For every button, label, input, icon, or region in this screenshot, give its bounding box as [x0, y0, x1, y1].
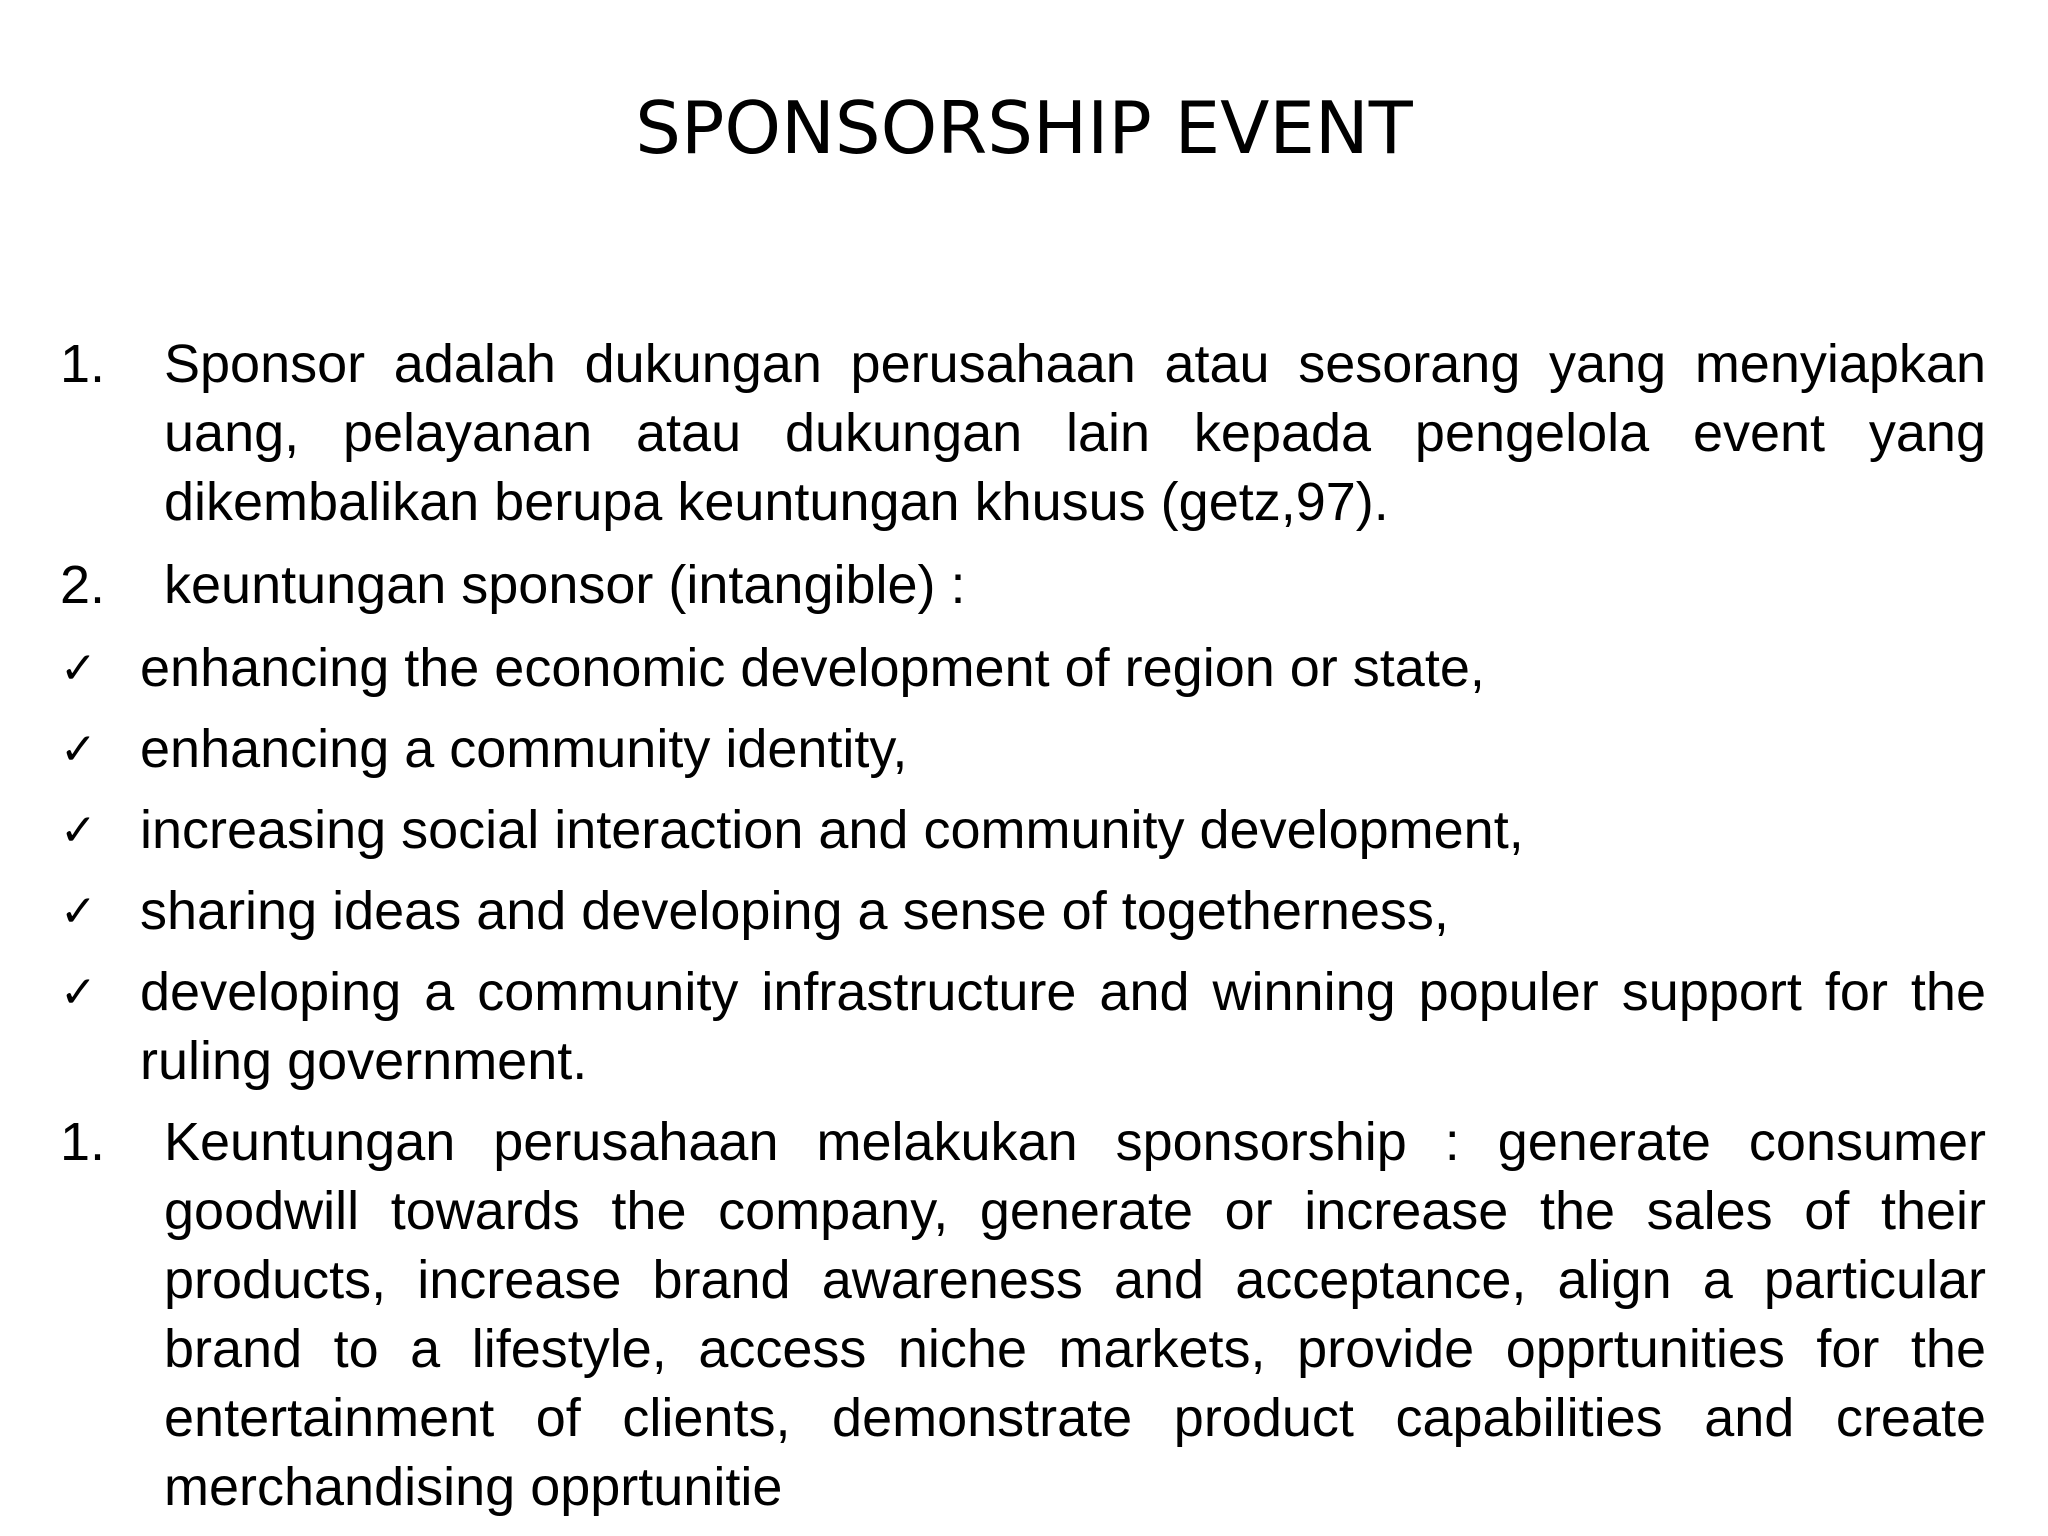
numbered-item [60, 1108, 1986, 1522]
list-number: 1. [60, 334, 106, 394]
item-text: increasing social interaction and community development, [140, 800, 1524, 860]
checklist-item [60, 877, 1986, 946]
item-text: keuntungan sponsor (intangible) : [164, 555, 966, 615]
item-text: developing a community infrastructure and winning populer support for the ruling government. [140, 962, 1986, 1091]
checklist-item [60, 634, 1986, 703]
item-text: enhancing a community identity, [140, 719, 908, 779]
checkmark-icon: ✓ [60, 643, 97, 694]
slide-title: SPONSORSHIP EVENT [635, 86, 1413, 170]
item-text: Keuntungan perusahaan melakukan sponsorship : generate consumer goodwill towards the company, generate or increase the sales of their products, increase brand awareness and acceptance, align a particular brand to a lifestyle, access niche markets, provide opprtunities for the entertainment of clients, demonstrate product capabilities and create merchandising opprtunitie [164, 1112, 1986, 1517]
checkmark-icon: ✓ [60, 805, 97, 856]
checklist-item [60, 715, 1986, 784]
checkmark-icon: ✓ [60, 886, 97, 937]
checklist-item [60, 958, 1986, 1096]
checkmark-icon: ✓ [60, 724, 97, 775]
list-number: 1. [60, 1112, 106, 1172]
list-number: 2. [60, 555, 106, 615]
numbered-item [60, 551, 1986, 620]
numbered-item [60, 330, 1986, 537]
checkmark-icon: ✓ [60, 967, 97, 1018]
item-text: enhancing the economic development of region or state, [140, 638, 1485, 698]
checklist-item [60, 796, 1986, 865]
item-text: sharing ideas and developing a sense of togetherness, [140, 881, 1449, 941]
slide-body [60, 330, 1986, 1536]
item-text: Sponsor adalah dukungan perusahaan atau sesorang yang menyiapkan uang, pelayanan atau dukungan lain kepada pengelola event yang dikembalikan berupa keuntungan khusus (getz,97). [164, 334, 1986, 532]
